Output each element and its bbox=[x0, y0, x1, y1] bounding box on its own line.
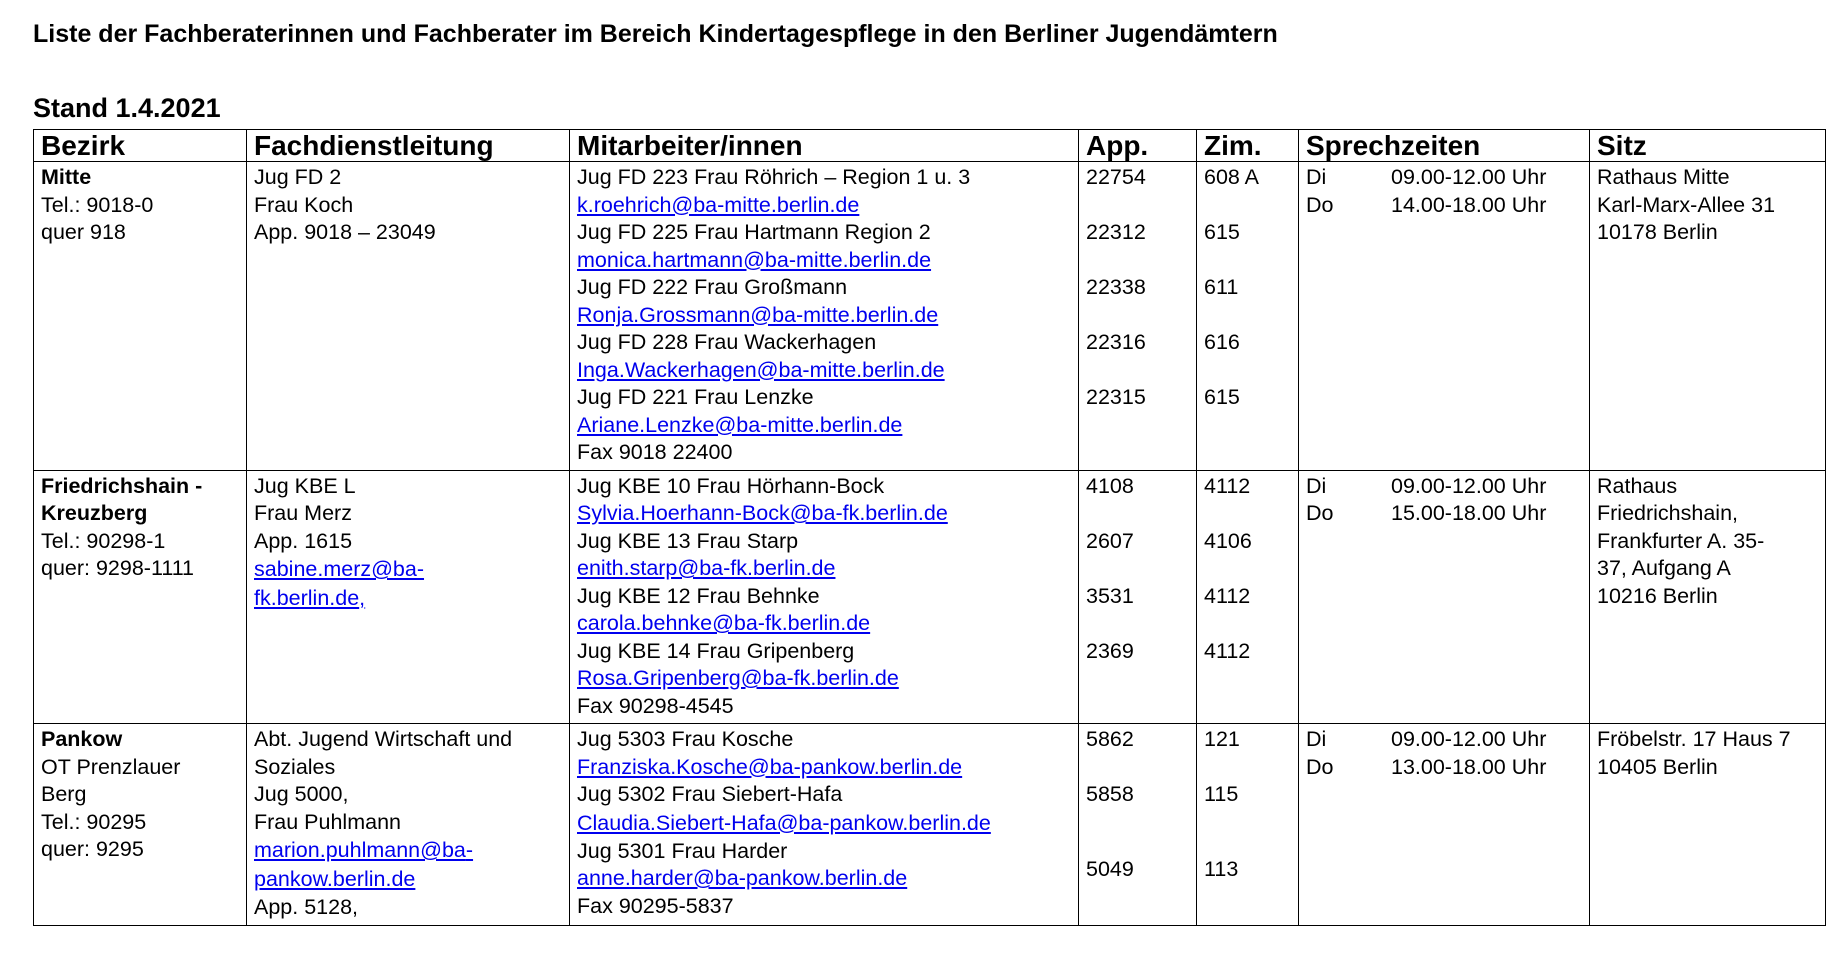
staff-email-link[interactable]: Claudia.Siebert-Hafa@ba-pankow.berlin.de bbox=[577, 810, 991, 835]
staff-email-link[interactable]: Franziska.Kosche@ba-pankow.berlin.de bbox=[577, 754, 963, 779]
zim-cell bbox=[1197, 162, 1299, 471]
app-number: 2607 bbox=[1086, 528, 1134, 553]
fdl-cell bbox=[247, 162, 570, 471]
fdl-line: Abt. Jugend Wirtschaft und bbox=[254, 727, 513, 751]
address-line: 10178 Berlin bbox=[1597, 220, 1718, 244]
fdl-email-link[interactable]: fk.berlin.de bbox=[254, 586, 360, 610]
room-number: 4112 bbox=[1204, 638, 1251, 663]
staff-cell bbox=[570, 724, 1079, 926]
staff-name: Jug 5302 Frau Siebert-Hafa bbox=[577, 782, 843, 806]
office-hours-line bbox=[1306, 500, 1582, 528]
app-cell bbox=[1079, 724, 1197, 926]
staff-name: Jug FD 222 Frau Großmann bbox=[577, 275, 848, 299]
address-line: 10216 Berlin bbox=[1597, 583, 1718, 608]
address-line: 37, Aufgang A bbox=[1597, 556, 1731, 580]
office-hours-line bbox=[1306, 164, 1582, 192]
app-number: 22754 bbox=[1086, 165, 1146, 189]
address-line: 10405 Berlin bbox=[1597, 754, 1718, 779]
bezirk-tel: Tel.: 90298-1 bbox=[41, 528, 166, 553]
app-number: 5862 bbox=[1086, 727, 1134, 751]
bezirk-line: OT Prenzlauer bbox=[41, 754, 181, 779]
office-time: 15.00-18.00 Uhr bbox=[1391, 501, 1547, 525]
room-number: 115 bbox=[1204, 782, 1239, 806]
room-number: 121 bbox=[1204, 727, 1240, 751]
sitz-cell bbox=[1590, 470, 1826, 724]
sprechzeiten-cell bbox=[1299, 470, 1590, 724]
table-row-mitte bbox=[34, 162, 1826, 471]
room-number: 113 bbox=[1204, 856, 1239, 881]
office-time: 09.00-12.00 Uhr bbox=[1391, 165, 1547, 189]
fdl-line: Frau Merz bbox=[254, 501, 352, 525]
fdl-email-link[interactable]: marion.puhlmann@ba bbox=[254, 838, 466, 862]
room-number: 4106 bbox=[1204, 528, 1252, 553]
staff-name: Jug FD 221 Frau Lenzke bbox=[577, 385, 814, 409]
staff-name: Jug FD 228 Frau Wackerhagen bbox=[577, 330, 877, 354]
staff-name: Jug KBE 13 Frau Starp bbox=[577, 528, 799, 553]
sprechzeiten-cell bbox=[1299, 724, 1590, 926]
staff-email-link[interactable]: Sylvia.Hoerhann-Bock@ba-fk.berlin.de bbox=[577, 501, 948, 525]
office-day: Di bbox=[1306, 165, 1327, 189]
room-number: 616 bbox=[1204, 330, 1240, 354]
fdl-email-link[interactable]: pankow.berlin.de bbox=[254, 867, 416, 891]
header-fachdienstleitung: Fachdienstleitung bbox=[247, 130, 570, 162]
header-sprechzeiten: Sprechzeiten bbox=[1299, 130, 1590, 162]
address-line: Karl-Marx-Allee 31 bbox=[1597, 192, 1776, 217]
table-row-friedrichshain-kreuzberg bbox=[34, 470, 1826, 724]
app-cell bbox=[1079, 470, 1197, 724]
address-line: Rathaus bbox=[1597, 473, 1678, 498]
room-number: 615 bbox=[1204, 385, 1240, 409]
fdl-email-dash: - bbox=[465, 838, 474, 862]
header-app: App. bbox=[1079, 130, 1197, 162]
fdl-cell bbox=[247, 724, 570, 926]
page-title: Liste der Fachberaterinnen und Fachberater im Bereich Kindertagespflege in den Berliner Jugendämtern bbox=[33, 20, 1278, 48]
office-time: 09.00-12.00 Uhr bbox=[1391, 473, 1547, 498]
fdl-line: Jug KBE L bbox=[254, 473, 356, 498]
staff-email-link[interactable]: anne.harder@ba-pankow.berlin.de bbox=[577, 866, 908, 890]
bezirk-quer: quer: 9298-1111 bbox=[41, 556, 195, 580]
header-mitarbeiter: Mitarbeiter/innen bbox=[570, 130, 1079, 162]
staff-email-link[interactable]: monica.hartmann@ba-mitte.berlin.de bbox=[577, 247, 932, 272]
address-line: Rathaus Mitte bbox=[1597, 165, 1730, 189]
bezirk-tel: Tel.: 90295 bbox=[41, 809, 147, 834]
staff-name: Jug KBE 10 Frau Hörhann-Bock bbox=[577, 473, 885, 498]
app-number: 5858 bbox=[1086, 782, 1134, 806]
office-time: 14.00-18.00 Uhr bbox=[1391, 192, 1547, 217]
office-day: Di bbox=[1306, 727, 1327, 751]
app-number: 4108 bbox=[1086, 473, 1134, 498]
staff-email-link[interactable]: Rosa.Gripenberg@ba-fk.berlin.de bbox=[577, 666, 899, 690]
fdl-email-line bbox=[254, 584, 562, 613]
staff-email-link[interactable]: Ronja.Grossmann@ba-mitte.berlin.de bbox=[577, 302, 939, 327]
fax-number: Fax 90295-5837 bbox=[577, 893, 734, 918]
office-day: Do bbox=[1306, 754, 1334, 779]
bezirk-name: Pankow bbox=[41, 727, 123, 751]
bezirk-quer: quer: 9295 bbox=[41, 837, 144, 861]
bezirk-cell bbox=[34, 162, 247, 471]
staff-email-link[interactable]: Ariane.Lenzke@ba-mitte.berlin.de bbox=[577, 412, 903, 437]
room-number: 611 bbox=[1204, 275, 1239, 299]
address-line: Frankfurter A. 35- bbox=[1597, 528, 1765, 553]
stand-date: Stand 1.4.2021 bbox=[33, 93, 221, 123]
app-number: 22312 bbox=[1086, 220, 1146, 244]
fax-number: Fax 9018 22400 bbox=[577, 440, 733, 464]
fdl-email-link[interactable]: sabine.merz@ba- bbox=[254, 557, 425, 581]
staff-email-link[interactable]: carola.behnke@ba-fk.berlin.de bbox=[577, 611, 871, 635]
fdl-email-suffix: , bbox=[359, 586, 366, 610]
bezirk-quer: quer 918 bbox=[41, 220, 126, 244]
staff-email-link[interactable]: Inga.Wackerhagen@ba-mitte.berlin.de bbox=[577, 357, 945, 382]
office-hours-line bbox=[1306, 473, 1582, 501]
fax-number: Fax 90298-4545 bbox=[577, 693, 734, 718]
fdl-cell bbox=[247, 470, 570, 724]
app-number: 5049 bbox=[1086, 856, 1134, 881]
bezirk-name: Mitte bbox=[41, 165, 92, 189]
table-row-pankow bbox=[34, 724, 1826, 926]
app-number: 22316 bbox=[1086, 330, 1146, 354]
zim-cell bbox=[1197, 724, 1299, 926]
staff-name: Jug KBE 12 Frau Behnke bbox=[577, 583, 820, 608]
sitz-cell bbox=[1590, 162, 1826, 471]
app-number: 22315 bbox=[1086, 385, 1146, 409]
staff-name: Jug KBE 14 Frau Gripenberg bbox=[577, 638, 855, 663]
room-number: 4112 bbox=[1204, 583, 1251, 608]
staff-email-link[interactable]: enith.starp@ba-fk.berlin.de bbox=[577, 556, 836, 580]
office-time: 09.00-12.00 Uhr bbox=[1391, 727, 1547, 751]
fdl-line: Jug FD 2 bbox=[254, 165, 342, 189]
staff-email-link[interactable]: k.roehrich@ba-mitte.berlin.de bbox=[577, 192, 860, 217]
header-zim: Zim. bbox=[1197, 130, 1299, 162]
table-header-row bbox=[34, 130, 1826, 162]
office-hours-line bbox=[1306, 754, 1582, 782]
fdl-line: Soziales bbox=[254, 754, 336, 779]
app-number: 2369 bbox=[1086, 638, 1134, 663]
fdl-line: Jug 5000, bbox=[254, 782, 349, 806]
bezirk-tel: Tel.: 9018-0 bbox=[41, 192, 154, 217]
zim-cell bbox=[1197, 470, 1299, 724]
staff-name: Jug 5303 Frau Kosche bbox=[577, 727, 794, 751]
fdl-line: App. 9018 – 23049 bbox=[254, 220, 436, 244]
fdl-email-line bbox=[254, 836, 562, 865]
office-hours-line bbox=[1306, 192, 1582, 220]
staff-name: Jug 5301 Frau Harder bbox=[577, 838, 788, 863]
fdl-line: Frau Puhlmann bbox=[254, 809, 401, 834]
header-sitz: Sitz bbox=[1590, 130, 1826, 162]
app-number: 22338 bbox=[1086, 275, 1146, 299]
bezirk-name: Kreuzberg bbox=[41, 501, 148, 525]
bezirk-cell bbox=[34, 724, 247, 926]
office-day: Do bbox=[1306, 192, 1334, 217]
address-line: Friedrichshain, bbox=[1597, 501, 1738, 525]
office-day: Di bbox=[1306, 473, 1327, 498]
staff-name: Jug FD 223 Frau Röhrich – Region 1 u. 3 bbox=[577, 165, 971, 189]
room-number: 608 A bbox=[1204, 165, 1259, 189]
address-line: Fröbelstr. 17 Haus 7 bbox=[1597, 727, 1791, 751]
room-number: 4112 bbox=[1204, 473, 1251, 498]
bezirk-name: Friedrichshain - bbox=[41, 473, 203, 498]
sprechzeiten-cell bbox=[1299, 162, 1590, 471]
fdl-line: App. 5128, bbox=[254, 895, 359, 919]
office-time: 13.00-18.00 Uhr bbox=[1391, 754, 1547, 779]
app-cell bbox=[1079, 162, 1197, 471]
bezirk-cell bbox=[34, 470, 247, 724]
room-number: 615 bbox=[1204, 220, 1240, 244]
bezirk-line: Berg bbox=[41, 782, 87, 806]
staff-name: Jug FD 225 Frau Hartmann Region 2 bbox=[577, 220, 931, 244]
app-number: 3531 bbox=[1086, 583, 1134, 608]
sitz-cell bbox=[1590, 724, 1826, 926]
office-hours-line bbox=[1306, 726, 1582, 754]
staff-cell bbox=[570, 470, 1079, 724]
fdl-line: App. 1615 bbox=[254, 528, 353, 553]
contact-table bbox=[33, 129, 1826, 926]
fdl-line: Frau Koch bbox=[254, 192, 354, 217]
staff-cell bbox=[570, 162, 1079, 471]
office-day: Do bbox=[1306, 501, 1334, 525]
header-bezirk: Bezirk bbox=[34, 130, 247, 162]
